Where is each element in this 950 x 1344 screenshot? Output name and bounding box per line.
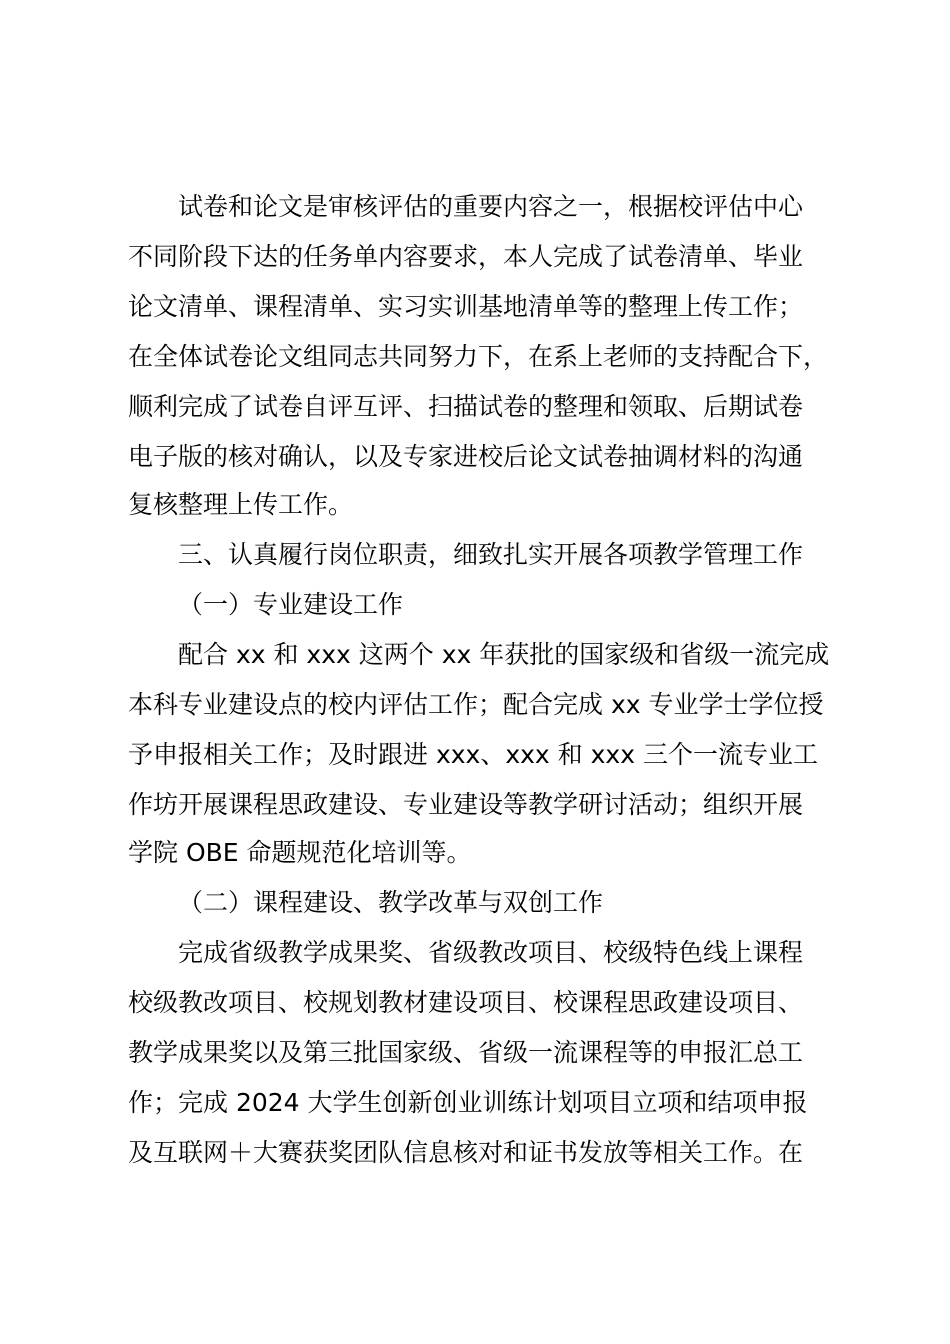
- paragraph-2-line-1: 配合 xx 和 xxx 这两个 xx 年获批的国家级和省级一流完成: [178, 640, 830, 669]
- subsection-heading-1: （一）专业建设工作: [178, 590, 404, 619]
- paragraph-3-line-1: 完成省级教学成果奖、省级教改项目、校级特色线上课程: [178, 938, 804, 967]
- paragraph-1-line-5: 顺利完成了试卷自评互评、扫描试卷的整理和领取、后期试卷: [128, 392, 804, 421]
- paragraph-2-line-4: 作坊开展课程思政建设、专业建设等教学研讨活动；组织开展: [128, 790, 804, 819]
- paragraph-1-line-3: 论文清单、课程清单、实习实训基地清单等的整理上传工作；: [128, 292, 804, 321]
- paragraph-1-line-7: 复核整理上传工作。: [128, 490, 354, 519]
- paragraph-1-line-2: 不同阶段下达的任务单内容要求，本人完成了试卷清单、毕业: [128, 242, 804, 271]
- paragraph-3-line-2: 校级教改项目、校规划教材建设项目、校课程思政建设项目、: [128, 988, 804, 1017]
- paragraph-2-line-2: 本科专业建设点的校内评估工作；配合完成 xx 专业学士学位授: [128, 690, 824, 719]
- paragraph-2-line-3: 予申报相关工作；及时跟进 xxx、xxx 和 xxx 三个一流专业工: [128, 740, 818, 769]
- paragraph-1-line-1: 试卷和论文是审核评估的重要内容之一，根据校评估中心: [178, 192, 804, 221]
- subsection-heading-2: （二）课程建设、教学改革与双创工作: [178, 888, 604, 917]
- paragraph-3-line-5: 及互联网＋大赛获奖团队信息核对和证书发放等相关工作。在: [128, 1138, 804, 1167]
- paragraph-3-line-4: 作；完成 2024 大学生创新创业训练计划项目立项和结项申报: [128, 1088, 808, 1117]
- paragraph-1-line-6: 电子版的核对确认，以及专家进校后论文试卷抽调材料的沟通: [128, 442, 804, 471]
- paragraph-3-line-3: 教学成果奖以及第三批国家级、省级一流课程等的申报汇总工: [128, 1038, 804, 1067]
- section-heading-3: 三、认真履行岗位职责，细致扎实开展各项教学管理工作: [178, 540, 804, 569]
- paragraph-2-line-5: 学院 OBE 命题规范化培训等。: [128, 838, 472, 867]
- paragraph-1-line-4: 在全体试卷论文组同志共同努力下，在系上老师的支持配合下，: [128, 342, 829, 371]
